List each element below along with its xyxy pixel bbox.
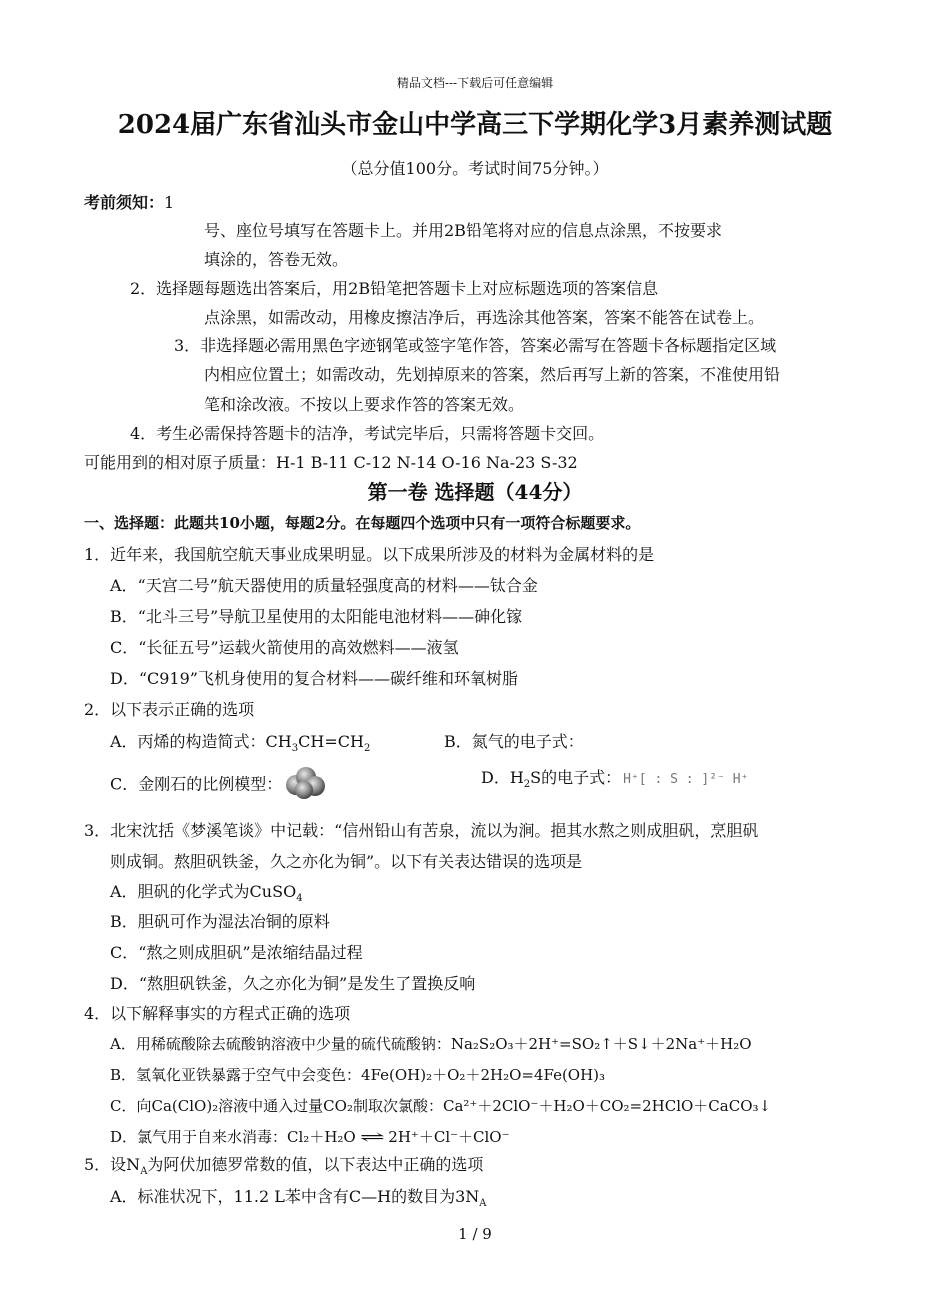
q2-stem: 2．以下表示正确的选项 (84, 700, 255, 719)
q4-option-b: B．氢氧化亚铁暴露于空气中会变色：4Fe(OH)₂＋O₂＋2H₂O=4Fe(OH)₃ (110, 1066, 606, 1084)
q5-stem: 5．设$N_A$为阿伏加德罗常数的值，以下表达中正确的选项 (84, 1155, 484, 1178)
q5-option-a: A．标准状况下，11.2 L苯中含有C—H的数目为$3N_A$ (110, 1187, 487, 1210)
q1-option-a: A．“天宫二号”航天器使用的质量轻强度高的材料——钛合金 (110, 576, 538, 595)
notice-label: 考前须知： (84, 193, 165, 212)
q3-option-a: A．胆矾的化学式为CuSO$_4$ (110, 882, 303, 905)
q2-option-d: D．$H_2S$的电子式： H⁺[ : S : ]²⁻ H⁺ (481, 768, 749, 791)
q2-option-c: C．金刚石的比例模型： (110, 765, 328, 805)
notice-line-7: 笔和涂改液。不按以上要求作答的答案无效。 (204, 395, 525, 414)
q3-option-c: C．“熬之则成胆矾”是浓缩结晶过程 (110, 943, 363, 962)
q2-option-b: B．氮气的电子式： (444, 732, 584, 751)
q4-stem: 4．以下解释事实的方程式正确的选项 (84, 1004, 351, 1023)
atomic-masses: 可能用到的相对原子质量：H-1 B-11 C-12 N-14 O-16 Na-23 S-32 (84, 453, 578, 472)
q3-option-d: D．“熬胆矾铁釜，久之亦化为铜”是发生了置换反响 (110, 974, 476, 993)
section-instructions: 一、选择题：此题共10小题，每题2分。在每题四个选项中只有一项符合标题要求。 (84, 514, 641, 532)
notice-line-8: 4．考生必需保持答题卡的洁净，考试完毕后，只需将答题卡交回。 (130, 424, 605, 443)
diamond-model-image (282, 765, 328, 805)
page-number: 1 / 9 (458, 1225, 492, 1243)
notice-line-5: 3．非选择题必需用黑色字迹钢笔或签字笔作答，答案必需写在答题卡各标题指定区域 (174, 336, 777, 355)
q4-option-a: A．用稀硫酸除去硫酸钠溶液中少量的硫代硫酸钠：Na₂S₂O₃＋2H⁺=SO₂↑＋S↓＋2Na⁺＋H₂O (110, 1035, 752, 1053)
page-header: 精品文档---下载后可任意编辑 (396, 76, 554, 90)
q1-option-d: D．“C919”飞机身使用的复合材料——碳纤维和环氧树脂 (110, 669, 518, 688)
q2-option-a: A．丙烯的构造简式：$CH_3CH=CH_2$ (110, 732, 371, 755)
notice-line-6: 内相应位置土；如需改动，先划掉原来的答案，然后再写上新的答案，不准使用铅 (204, 365, 781, 384)
h2s-electron-formula: H⁺[ : S : ]²⁻ H⁺ (623, 772, 749, 787)
notice-line-1: 号、座位号填写在答题卡上。并用2B铅笔将对应的信息点涂黑，不按要求 (204, 221, 722, 240)
notice-line-0: 考前须知：1 (84, 193, 175, 212)
q1-option-b: B．“北斗三号”导航卫星使用的太阳能电池材料——砷化镓 (110, 607, 523, 626)
exam-info: （总分值100分。考试时间75分钟。） (341, 159, 609, 178)
q3-stem-line-2: 则成铜。熬胆矾铁釜，久之亦化为铜”。以下有关表达错误的选项是 (110, 852, 583, 871)
q3-stem-line-1: 3．北宋沈括《梦溪笔谈》中记载：“信州铅山有苦泉，流以为涧。挹其水熬之则成胆矾，烹胆矾 (84, 821, 759, 840)
q3-option-b: B．胆矾可作为湿法冶铜的原料 (110, 912, 330, 931)
notice-line-4: 点涂黑，如需改动，用橡皮擦洁净后，再选涂其他答案，答案不能答在试卷上。 (204, 308, 765, 327)
q1-option-c: C．“长征五号”运载火箭使用的高效燃料——液氢 (110, 638, 459, 657)
equilibrium-arrow-icon: ⇌ (359, 1128, 385, 1146)
notice-line-3: 2．选择题每题选出答案后，用2B铅笔把答题卡上对应标题选项的答案信息 (130, 279, 659, 298)
section-title: 第一卷 选择题（44分） (367, 480, 583, 504)
q1-stem: 1．近年来，我国航空航天事业成果明显。以下成果所涉及的材料为金属材料的是 (84, 545, 655, 564)
notice-line-2: 填涂的，答卷无效。 (204, 250, 349, 269)
q4-option-c: C．向Ca(ClO)₂溶液中通入过量CO₂制取次氯酸：Ca²⁺＋2ClO⁻＋H₂O＋CO₂=2HClO＋CaCO₃↓ (110, 1097, 772, 1115)
q4-option-d: D．氯气用于自来水消毒：Cl₂＋H₂O ⇌ 2H⁺＋Cl⁻＋ClO⁻ (110, 1128, 510, 1146)
page-title: 2024届广东省汕头市金山中学高三下学期化学3月素养测试题 (117, 110, 833, 140)
